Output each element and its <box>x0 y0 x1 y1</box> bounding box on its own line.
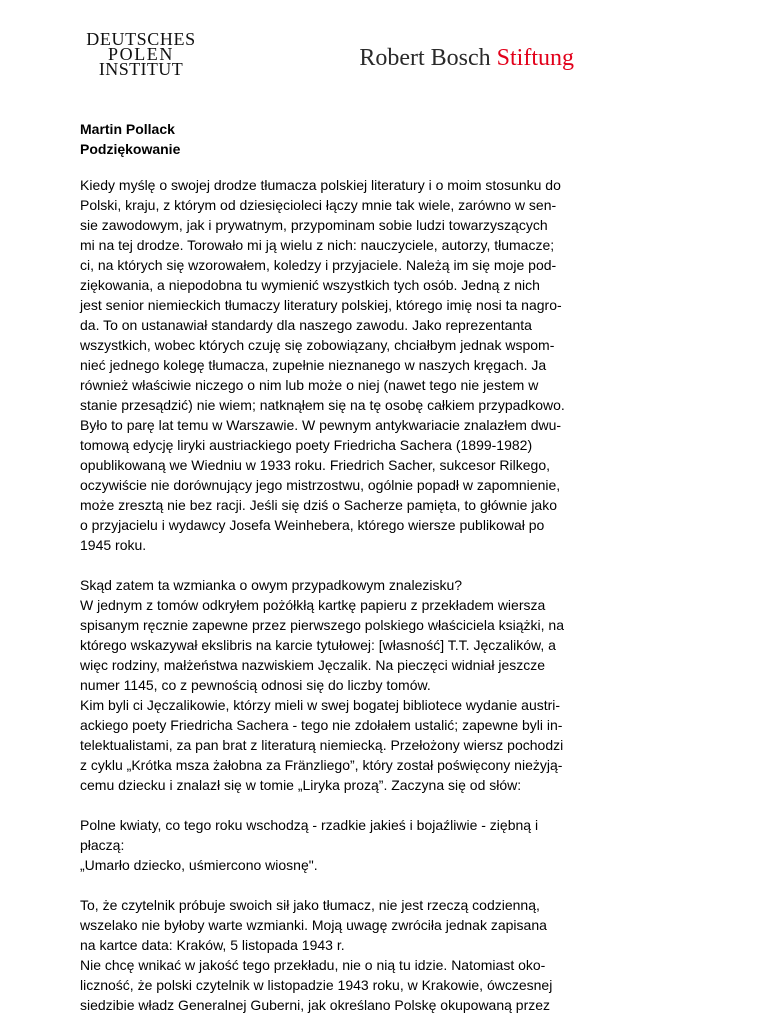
logo-line: INSTITUT <box>98 59 184 79</box>
text-line: oczywiście nie dorównujący jego mistrzostwu, ogólnie popadł w zapomnienie, <box>80 477 561 493</box>
text-line: 1945 roku. <box>80 537 147 553</box>
text-line: którego wskazywał ekslibris na karcie tytułowej: [własność] T.T. Jęczalików, a <box>80 637 556 653</box>
text-line: Skąd zatem ta wzmianka o owym przypadkowym znalezisku? <box>80 577 463 593</box>
author-name: Martin Pollack <box>80 121 175 137</box>
text-line: tomową edycję liryki austriackiego poety Friedricha Sachera (1899-1982) <box>80 437 533 453</box>
text-line: W jednym z tomów odkryłem pożółkłą kartkę papieru z przekładem wiersza <box>80 597 546 613</box>
text-line: numer 1145, co z pewnością odnosi się do liczby tomów. <box>80 677 431 693</box>
text-line: więc rodziny, małżeństwa nazwiskiem Jęczalik. Na pieczęci widniał jeszcze <box>80 657 546 673</box>
text-line: spisanym ręcznie zapewne przez pierwszego polskiego właściciela książki, na <box>80 617 564 633</box>
text-line: wszystkich, wobec których czuję się zobowiązany, chciałbym jednak wspom- <box>80 337 555 353</box>
text-line: Było to parę lat temu w Warszawie. W pewnym antykwariacie znalazłem dwu- <box>80 417 562 433</box>
text-line: telektualistami, za pan brat z literaturą niemiecką. Przełożony wiersz pochodzi <box>80 737 564 753</box>
document-title: Podziękowanie <box>80 141 181 157</box>
text-line: jest senior niemieckich tłumaczy literatury polskiej, którego imię nosi ta nagro- <box>80 297 562 313</box>
text-line: mi na tej drodze. Torowało mi ją wielu z nich: nauczyciele, autorzy, tłumacze; <box>80 237 555 253</box>
text-line: z cyklu „Krótka msza żałobna za Fränzliego”, który został poświęcony nieżyją- <box>80 757 563 773</box>
text-line: siedzibie władz Generalnej Guberni, jak określano Polskę okupowaną przez <box>80 997 551 1013</box>
text-line: nieć jednego kolegę tłumacza, zupełnie nieznanego w naszych kręgach. Ja <box>80 357 547 373</box>
text-line: stanie przesądzić) nie wiem; natknąłem się na tę osobę całkiem przypadkowo. <box>80 397 565 413</box>
text-line: opublikowaną we Wiedniu w 1933 roku. Friedrich Sacher, sukcesor Rilkego, <box>80 457 551 473</box>
text-line: „Umarło dziecko, uśmiercono wiosnę". <box>80 857 318 873</box>
robert-bosch-stiftung-logo <box>359 44 574 72</box>
text-line: da. To on ustanawiał standardy dla naszego zawodu. Jako reprezentanta <box>80 317 532 333</box>
text-line: również właściwie niczego o nim lub może o niej (nawet tego nie jestem w <box>80 377 539 393</box>
text-line: wszelako nie byłoby warte wzmianki. Moją uwagę zwróciła jednak zapisana <box>80 917 547 933</box>
logo-line: DEUTSCHES <box>86 29 196 49</box>
text-line: Polne kwiaty, co tego roku wschodzą - rzadkie jakieś i bojaźliwie - ziębną i <box>80 817 539 833</box>
text-line: może zresztą nie bez racji. Jeśli się dziś o Sacherze pamięta, to głównie jako <box>80 497 557 513</box>
text-line: Kim byli ci Jęczalikowie, którzy mieli w swej bogatej bibliotece wydanie austri- <box>80 697 561 713</box>
text-line: ziękowania, a niepodobna tu wymienić wszystkich tych osób. Jedną z nich <box>80 277 540 293</box>
text-line: ci, na których się wzorowałem, koledzy i przyjaciele. Należą im się moje pod- <box>80 257 557 273</box>
text-line: na kartce data: Kraków, 5 listopada 1943 r. <box>80 937 345 953</box>
logo-line: POLEN <box>108 44 174 64</box>
paragraph-gap <box>80 555 580 575</box>
deutsches-polen-institut-logo <box>80 29 202 79</box>
logo-stiftung: Stiftung <box>496 45 574 71</box>
text-line: o przyjacielu i wydawcy Josefa Weinhebera, którego wiersze publikował po <box>80 517 545 533</box>
text-line: sie zawodowym, jak i prywatnym, przypominam sobie ludzi towarzyszących <box>80 217 548 233</box>
text-line: liczność, że polski czytelnik w listopadzie 1943 roku, w Krakowie, ówczesnej <box>80 977 553 993</box>
document-header <box>80 119 180 159</box>
text-line: Polski, kraju, z którym od dziesięcioleci łączy mnie tak wiele, zarówno w sen- <box>80 197 557 213</box>
text-line: cemu dziecku i znalazł się w tomie „Liryka prozą”. Zaczyna się od słów: <box>80 777 522 793</box>
paragraph-gap <box>80 875 580 895</box>
text-line: ackiego poety Friedricha Sachera - tego nie zdołałem ustalić; zapewne byli in- <box>80 717 563 733</box>
text-line: Kiedy myślę o swojej drodze tłumacza polskiej literatury i o moim stosunku do <box>80 177 561 193</box>
text-line: płaczą: <box>80 837 125 853</box>
logo-name: Robert Bosch <box>359 45 491 71</box>
paragraph-gap <box>80 795 580 815</box>
text-line: To, że czytelnik próbuje swoich sił jako tłumacz, nie jest rzeczą codzienną, <box>80 897 540 913</box>
document-body <box>80 175 580 1015</box>
text-line: Nie chcę wnikać w jakość tego przekładu, nie o nią tu idzie. Natomiast oko- <box>80 957 546 973</box>
